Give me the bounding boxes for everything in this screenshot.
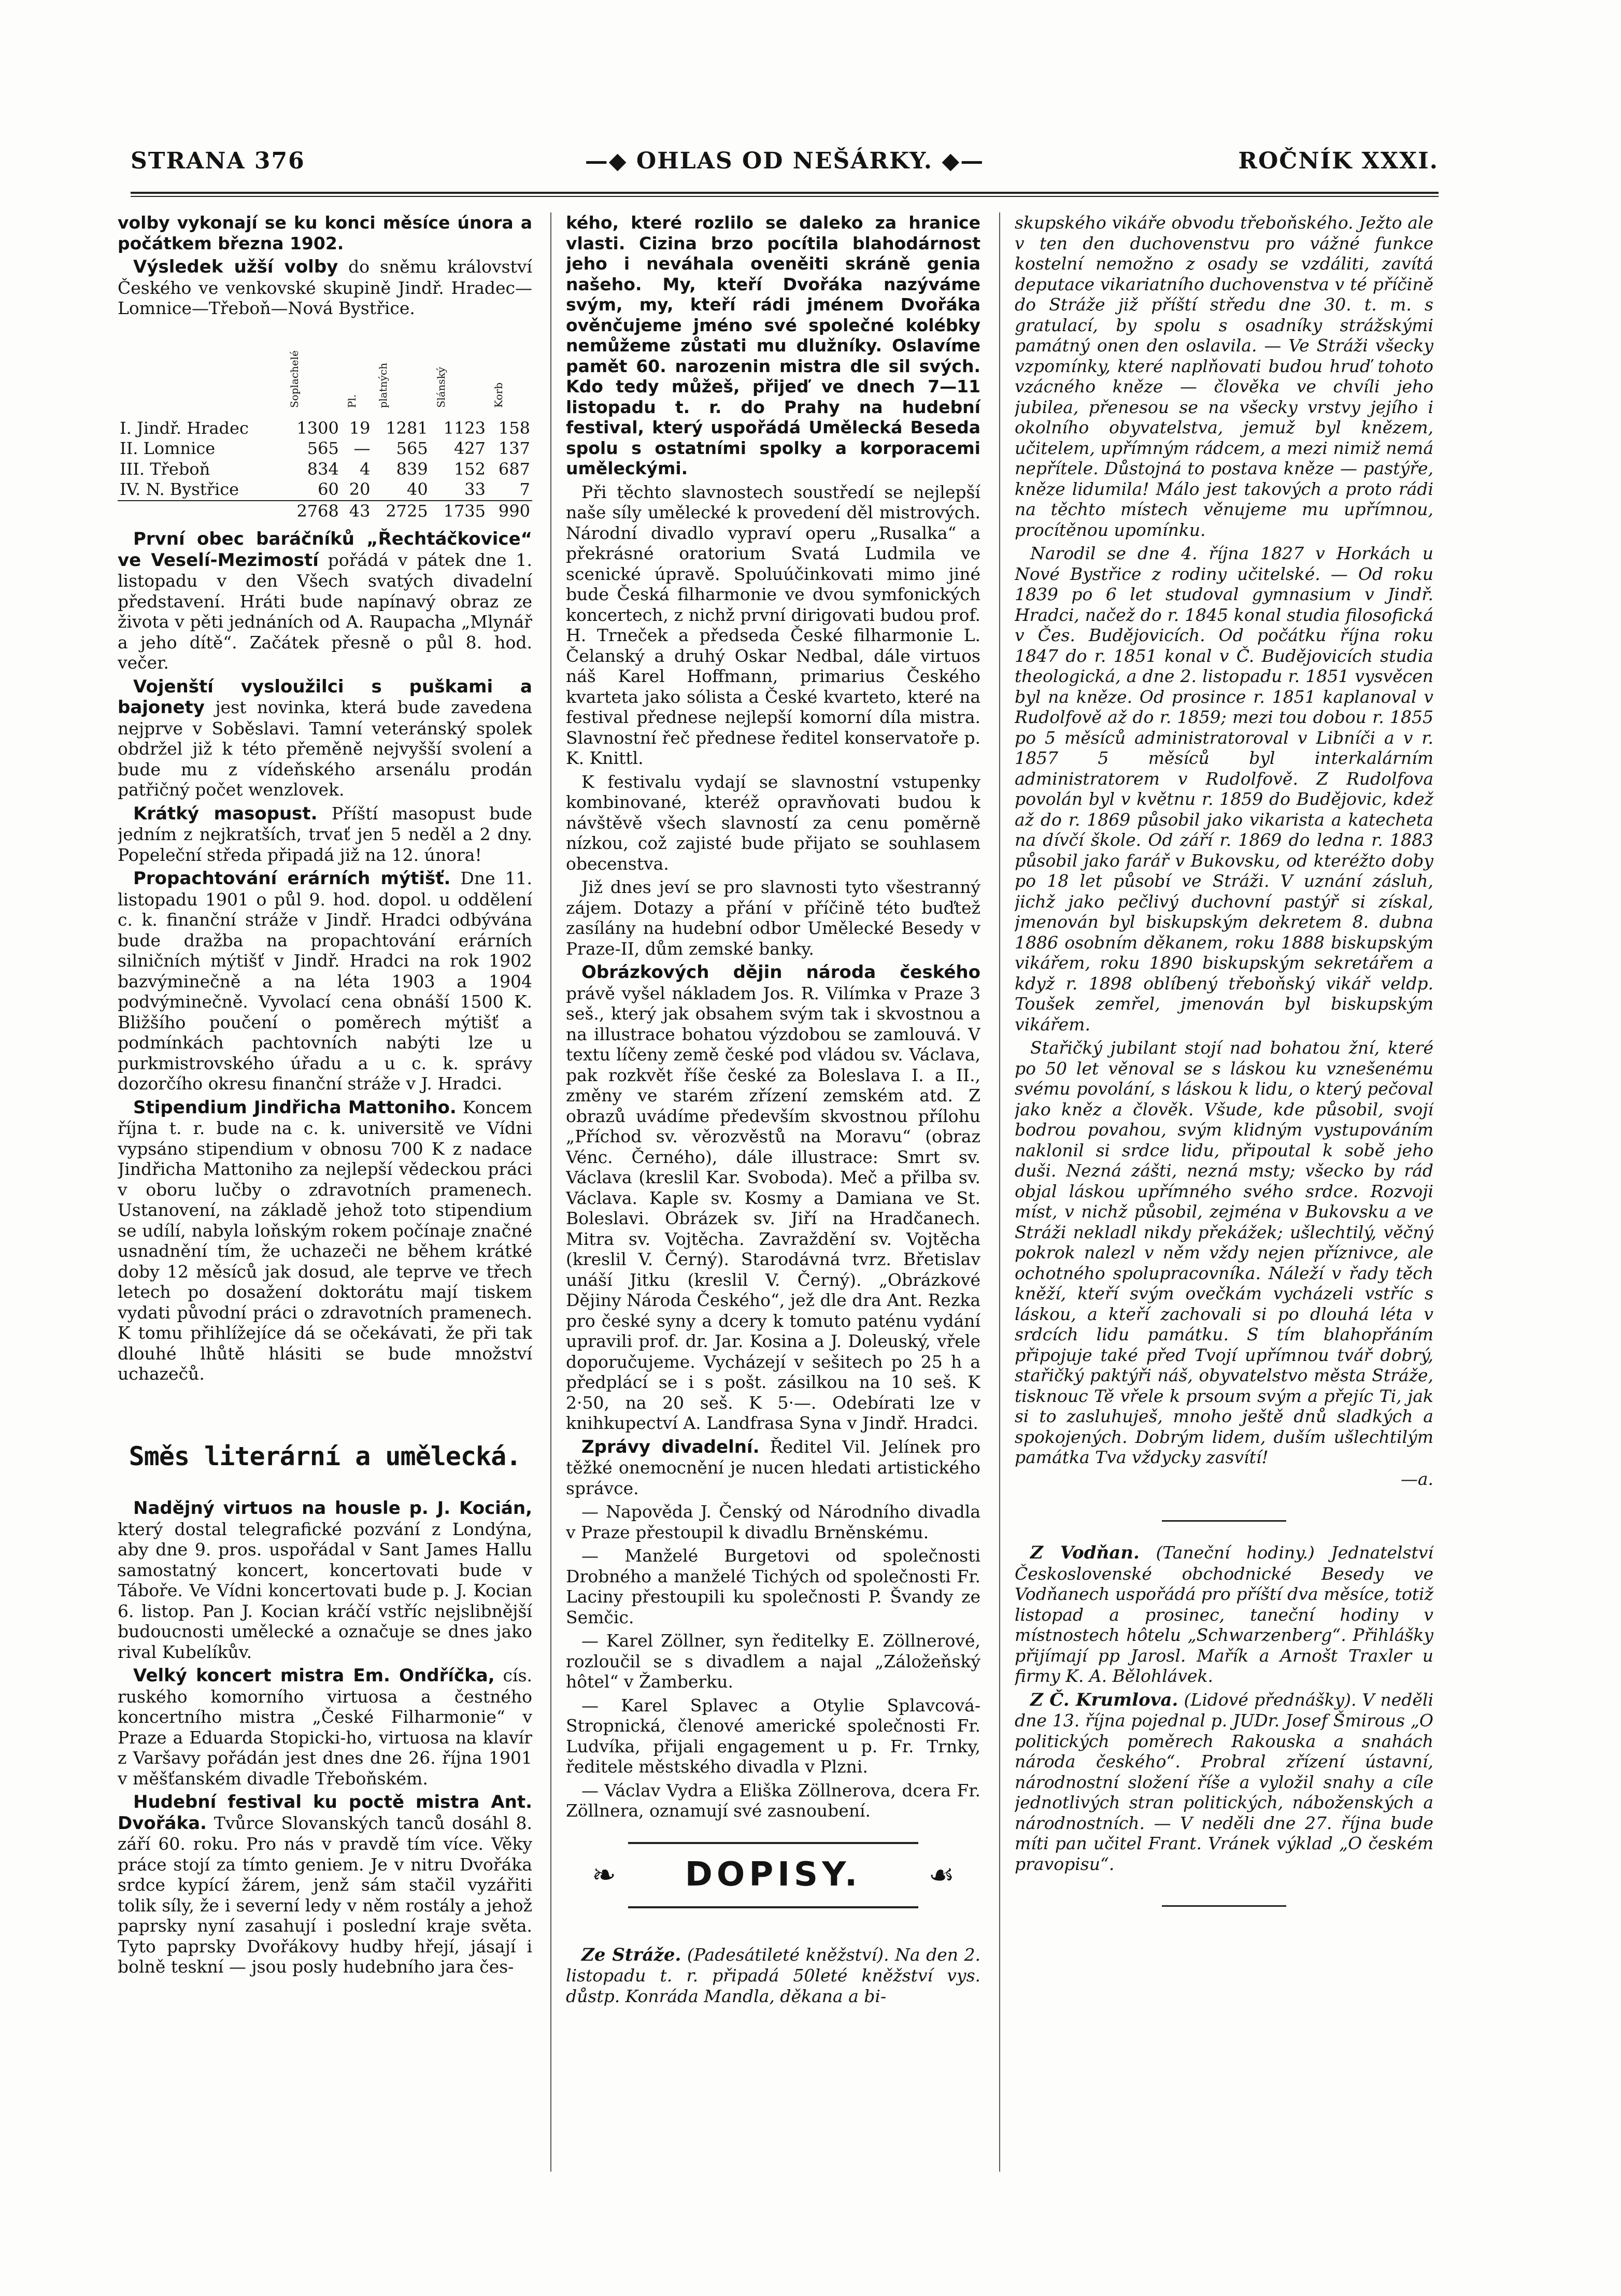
table-total-row: 2768 43 2725 1735 990: [118, 501, 532, 522]
article-dejiny: Obrázkových dějin národa českého právě vyšel nákladem Jos. R. Vilímka v Praze 3 seš., který jak obsahem svým tak i skvostnou a na illustrace bohatou výzdobou se zamlouvá. V textu líčeny země české pod vládou sv. Václava, pak rozkvět říše české za Boleslava I. a II., změny ve starém zřízení zemském atd. Z obrazů uvádíme především skvostnou přílohu „Příchod sv. věrozvěstů na Moravu“ (obraz Vénc. Černého), dále illustrace: Smrt sv. Václava (kreslil Kar. Svoboda). Meč a přilba sv. Václava. Kaple sv. Kosmy a Damiana ve St. Boleslavi. Obrázek sv. Jiří na Hradčanech. Mitra sv. Vojtěcha. Zavraždění sv. Vojtěcha (kreslil V. Černý). Starodávná tvrz. Břetislav unáší Jitku (kreslil V. Černý). „Obrázkové Dějiny Národa Českého“, jež dle dra Ant. Rezka pro české syny a dcery k tomuto paténu vydání upravili prof. dr. Jar. Kosina a J. Doleuský, vřele doporučujeme. Vycházejí v sešitech po 25 h a předplácí se i s pošt. zásilkou na 10 seš. K 2·50, na 20 seš. K 5·—. Odebírati lze v knihkupectví A. Landfrasa Syna v Jindř. Hradci.: [566, 962, 980, 1433]
article-dvorak-festival: Hudební festival ku poctě mistra Ant. Dvořáka. Tvůrce Slovanských tanců dosáhl 8. září 60. roku. Pro nás v pravdě tím více. Věky práce stojí za tímto geniem. Je v nitru Dvořáka srdce kypící žárem, jenž sám stačil vyzářiti tolik síly, že i severní ledy v něm rostály a jehož paprsky nyní zasahují i poslední kraje světa. Tyto paprsky Dvořákovy hudby hřejí, jásají i bolně teskní — jsou posly hudebního jara čes-: [118, 1792, 532, 1977]
paragraph: — Manželé Burgetovi od společnosti Drobného a manželé Tichých od společnosti Fr. Laciny přestoupili ku společnosti P. Švandy ze Semčic.: [566, 1546, 980, 1627]
page-number: STRANA 376: [131, 148, 305, 174]
table-row: IV. N. Bystřice 60 20 40 33 7: [120, 479, 530, 499]
section-heading: Směs literární a umělecká.: [129, 1441, 521, 1471]
divider: [1162, 1520, 1286, 1522]
election-results-table: [118, 322, 532, 522]
article-barackovice: První obec baráčníků „Řechtáčkovice“ ve Veselí-Mezimostí pořádá v pátek dne 1. listopadu v den Všech svatých divadelní představení. Hráti bude napínavý obraz ze života v pěti jednáních od A. Raupacha „Mlynář a jeho dítě“. Začátek přesně o půl 8. hod. večer.: [118, 529, 532, 673]
table-row: II. Lomnice 565 — 565 427 137: [120, 438, 530, 458]
column-3: [1015, 212, 1433, 2172]
paragraph: — Karel Zöllner, syn ředitelky E. Zöllnerové, rozloučil se s divadlem a najal „Záložeňský hôtel“ v Žamberku.: [566, 1631, 980, 1692]
article-continuation: skupského vikáře obvodu třeboňského. Ježto ale v ten den duchovenstvu pro vážné funkce kostelní nemožno z osady se vzdáliti, zavítá deputace vikariatního duchovenstva v té příčině do Stráže již příští středu dne 30. t. m. s gratulací, by spolu s osadníky strážskými památný onen den oslavila. — Ve Stráži všecky vzpomínky, které naplňovati budou hruď tohoto vzácného kněze — člověka ve chvíli jeho jubilea, přenesou se na všecky vrstvy jejího i okolního obyvatelstva, jemuž byl knězem, učitelem, upřímným rádcem, a mezi nimiž nemá nepřítele. Důstojná to postava kněze — pastýře, kněze lidumila! Málo jest takových a proto rádi na těchto místech věnujeme mu upřímnou, procítěnou upomínku.: [1015, 212, 1433, 540]
ornament-icon: ☙: [928, 1858, 955, 1892]
dopisy-banner: [592, 1842, 955, 1908]
article-vodnany: Z Vodňan. (Taneční hodiny.) Jednatelství Československé obchodnické Besedy ve Vodňanech uspořádá pro příští dva měsíce, totiž listopad a prosinec, taneční hodiny v místnostech hôtelu „Schwarzenberg“. Přihlášky přijímají pp Jarosl. Mařík a Arnošt Traxler u firmy K. A. Bělohlávek.: [1015, 1542, 1433, 1686]
article-stipendium: Stipendium Jindřicha Mattoniho. Koncem října t. r. bude na c. k. universitě ve Vídni vypsáno stipendium v obnosu 700 K z nadace Jindřicha Mattoniho za nejlepší vědeckou práci v oboru lučby o zdravotních pramenech. Ustanovení, na základě jehož toto stipendium se udílí, nabyla loňským rokem počínaje značné usnadnění tím, že uchazeči ne během krátké doby 12 měsíců jak dosud, ale teprve ve třech letech po dosažení doktorátu mají tiskem vydati původní práci o zdravotních pramenech. K tomu přihlížejíce dá se očekávati, že při tak dlouhé lhůtě hlásiti se bude množství uchazečů.: [118, 1097, 532, 1384]
article-election: Výsledek užší volby do sněmu království Českého ve venkovské skupině Jindř. Hradec—Lomnice—Třeboň—Nová Bystřice.: [118, 257, 532, 318]
table-row: I. Jindř. Hradec 1300 19 1281 1123 158: [120, 418, 530, 438]
signature: —a.: [1400, 1468, 1433, 1489]
header-rule-thin: [131, 196, 1439, 197]
column-2: [566, 212, 980, 2172]
paragraph: Již dnes jeví se pro slavnosti tyto všestranný zájem. Dotazy a přání v příčině této buďtež zasílány na hudební odbor Umělecké Besedy v Praze-II, dům zemské banky.: [566, 877, 980, 959]
article-continuation: volby vykonají se ku konci měsíce února a počátkem března 1902.: [118, 212, 532, 253]
paragraph: Stařičký jubilant stojí nad bohatou žní, které po 50 let věnoval se s láskou ku vznešenému svému povolání, s láskou k lidu, o který pečoval jako kněz a člověk. Všude, kde působil, svojí bodrou povahou, svým klidným vystupováním naklonil si srdce lidu, připoutal k sobě jeho duši. Nezná zášti, nezná msty; všecko by rád objal láskou upřímného svého srdce. Rozvoji míst, v nichž působil, zejména v Bukovsku a ve Stráži nekladl nikdy překážek; ušlechtilý, věčný pokrok nalezl v něm vždy nejen příznivce, ale ochotného spolupracovníka. Náleží v řady těch kněží, kteří svým ovečkám vycházeli vstříc s láskou, a kteří zachovali si po dlouhá léta v srdcích lidu památku. S tím blahopřáním připojuje také před Tvojí upřímnou tvář dobrý, stařičký paktýři náš, obyvatelstvo města Stráže, tisknouc Tě vřele k prsoum svým a přejíc Ti, jak si to zasluhuješ, mnoho ještě dnů sladkých a spokojených. Dobrým lidem, duším ušlechtilým památka Tva vždycky zasvítí!: [1015, 1038, 1433, 1467]
divider: [1162, 1905, 1286, 1907]
column-divider-1: [550, 212, 551, 2172]
article-ondricek: Velký koncert mistra Em. Ondříčka, cís. ruského komorního virtuosa a čestného koncertního mistra „České Filharmonie“ v Praze a Eduarda Stopicki-ho, virtuosa na klavír z Varšavy pořádán jest dnes dne 26. října 1901 v měšťanském divadle Třeboňském.: [118, 1665, 532, 1789]
volume-label: ROČNÍK XXXI.: [1238, 148, 1439, 174]
header-rule: [131, 192, 1439, 194]
paragraph: Narodil se dne 4. října 1827 v Horkách u Nové Bystřice z rodiny učitelské. — Od roku 1839 po 6 let studoval gymnasium v Jindř. Hradci, načež do r. 1845 konal studia filosofická v Čes. Budějovicích. Od počátku října roku 1847 do r. 1851 konal v Č. Budějovicích studia theologická, a dne 2. listopadu r. 1851 vysvěcen byl na kněze. Od prosince r. 1851 kaplanoval v Rudolfově až do r. 1859; mezi tou dobou r. 1855 po 5 měsíců administratoroval v Libníči a v r. 1857 5 měsíců byl interkalárním administratorem v Rudolfově. Z Rudolfova povolán byl v květnu r. 1859 do Budějovic, kdež až do r. 1869 působil jako vikarista a katecheta na dívčí škole. Od září r. 1869 do ledna r. 1883 působil jako farář v Bukovsku, od kteréžto doby po 18 let působí ve Stráži. V uznání zásluh, jichž jako pečlivý duchovní pastýř si získal, jmenován byl biskupským dekretem 8. dubna 1886 osobním děkanem, roku 1888 biskupským vikářem, roku 1890 biskupským sekretářem a když r. 1898 oblíbený třeboňský vikář veldp. Toušek zemřel, jmenován byl biskupským vikářem.: [1015, 543, 1433, 1034]
paragraph: K festivalu vydají se slavnostní vstupenky kombinované, kteréž opravňovati budou k návštěvě všech slavností za cenu poměrně nízkou, což zajisté bude přijato se souhlasem obecenstva.: [566, 771, 980, 874]
masthead-title: —◆ OHLAS OD NEŠÁRKY. ◆—: [585, 148, 985, 174]
article-kocian: Nadějný virtuos na housle p. J. Kocián, který dostal telegrafické pozvání z Londýna, aby dne 9. pros. uspořádal v Sant James Hallu samostatný koncert, koncertovati bude v Táboře. Ve Vídni koncertovati bude p. J. Kocian 6. listop. Pan J. Kocian kráčí vstříc nejslibnější budoucnosti umělecké a označuje se dnes jako rival Kubelíkův.: [118, 1498, 532, 1662]
article-mytiste: Propachtování erárních mýtišť. Dne 11. listopadu 1901 o půl 9. hod. dopol. u oddělení c. k. finanční stráže v Jindř. Hradci odbývána bude dražba na propachtování erárních silničních mýtišť v Jindř. Hradci na rok 1902 bazvýminečně a na léta 1903 a 1904 podvýminečně. Vyvolací cena obnáší 1500 K. Bližšího poučení o poměrech mýtišť a podmínkách pachtovních nabýti lze u purkmistrovského úřadu a u c. k. správy dozorčího okresu finanční stráže v J. Hradci.: [118, 868, 532, 1094]
article-divadelni: Zprávy divadelní. Ředitel Vil. Jelínek pro těžké onemocnění je nucen hledati artistického správce.: [566, 1436, 980, 1498]
article-veterans: Vojenští vysloužilci s puškami a bajonety jest novinka, která bude zavedena nejprve v Soběslavi. Tamní veteránský spolek obdržel již k této přeměně nejvyšší svolení a bude mu z vídeňského arsenálu prodán patřičný počet wenzlovek.: [118, 676, 532, 800]
article-straz: Ze Stráže. (Padesátileté kněžství). Na den 2. listopadu t. r. připadá 50leté kněžství vys. důstp. Konráda Mandla, děkana a bi-: [566, 1944, 980, 2006]
paragraph: — Václav Vydra a Eliška Zöllnerova, dcera Fr. Zöllnera, oznamují své zasnoubení.: [566, 1780, 980, 1821]
ornament-icon: ❧: [592, 1858, 616, 1892]
paragraph: — Napověda J. Čenský od Národního divadla v Praze přestoupil k divadlu Brněnskému.: [566, 1501, 980, 1542]
dopisy-title: DOPISY.: [685, 1855, 862, 1894]
paragraph: — Karel Splavec a Otylie Splavcová-Stropnická, členové americké společnosti Fr. Ludvíka, přijali engagement u p. Fr. Trnky, ředitele městského divadla v Plzni.: [566, 1695, 980, 1777]
article-masopust: Krátký masopust. Příští masopust bude jedním z nejkratších, trvať jen 5 neděl a 2 dny. Popeleční středa připadá již na 12. února!: [118, 803, 532, 865]
article-continuation: kého, které rozlilo se daleko za hranice vlasti. Cizina brzo pocítila blahodárnost jeho i neváhala oveněiti skráně genia našeho. My, kteří Dvořáka nazýváme svým, my, kteří rádi jménem Dvořáka ověnčujeme jméno své společné kolébky nemůžeme zůstati mu dlužníky. Oslavíme pamět 60. narozenin mistra dle sil svých. Kdo tedy můžeš, přijeď ve dnech 7—11 listopadu t. r. do Prahy na hudební festival, který uspořádá Umělecká Beseda spolu s ostatními spolky a korporacemi uměleckými.: [566, 212, 980, 478]
table-header-row: Soplachelé Pl. platných Slánský Korb: [288, 350, 505, 408]
page-header: [131, 148, 1439, 184]
article-krumlov: Z Č. Krumlova. (Lidové přednášky). V neděli dne 13. října pojednal p. JUDr. Josef Šmirous „O politických poměrech Rakouska a snahách národa českého“. Probral zřízení ústavní, národnostní složení říše a vyložil snahy a cíle jednotlivých stran politických, náboženských a národnostních. — V neděli dne 27. října bude míti pan učitel Frant. Vránek výklad „O českém pravopisu“.: [1015, 1689, 1433, 1874]
paragraph: Při těchto slavnostech soustředí se nejlepší naše síly umělecké k provedení děl mistrových. Národní divadlo vypraví operu „Rusalka“ a překrásné oratorium Svatá Ludmila ve scenické úpravě. Spoluúčinkovati mimo jiné bude Česká filharmonie ve dvou symfonických koncertech, z nichž první dirigovati budou prof. H. Trneček a předseda České filharmonie L. Čelanský a druhý Oskar Nedbal, dále virtuos náš Karel Hoffmann, primarius Českého kvarteta jako sólista a České kvarteto, které na festival přednese nejlepší komorní díla mistra. Slavnostní řeč přednese ředitel konservatoře p. K. Knittl.: [566, 481, 980, 768]
table-row: III. Třeboň 834 4 839 152 687: [120, 459, 530, 479]
column-1: [118, 212, 532, 2172]
column-divider-2: [999, 212, 1000, 2172]
